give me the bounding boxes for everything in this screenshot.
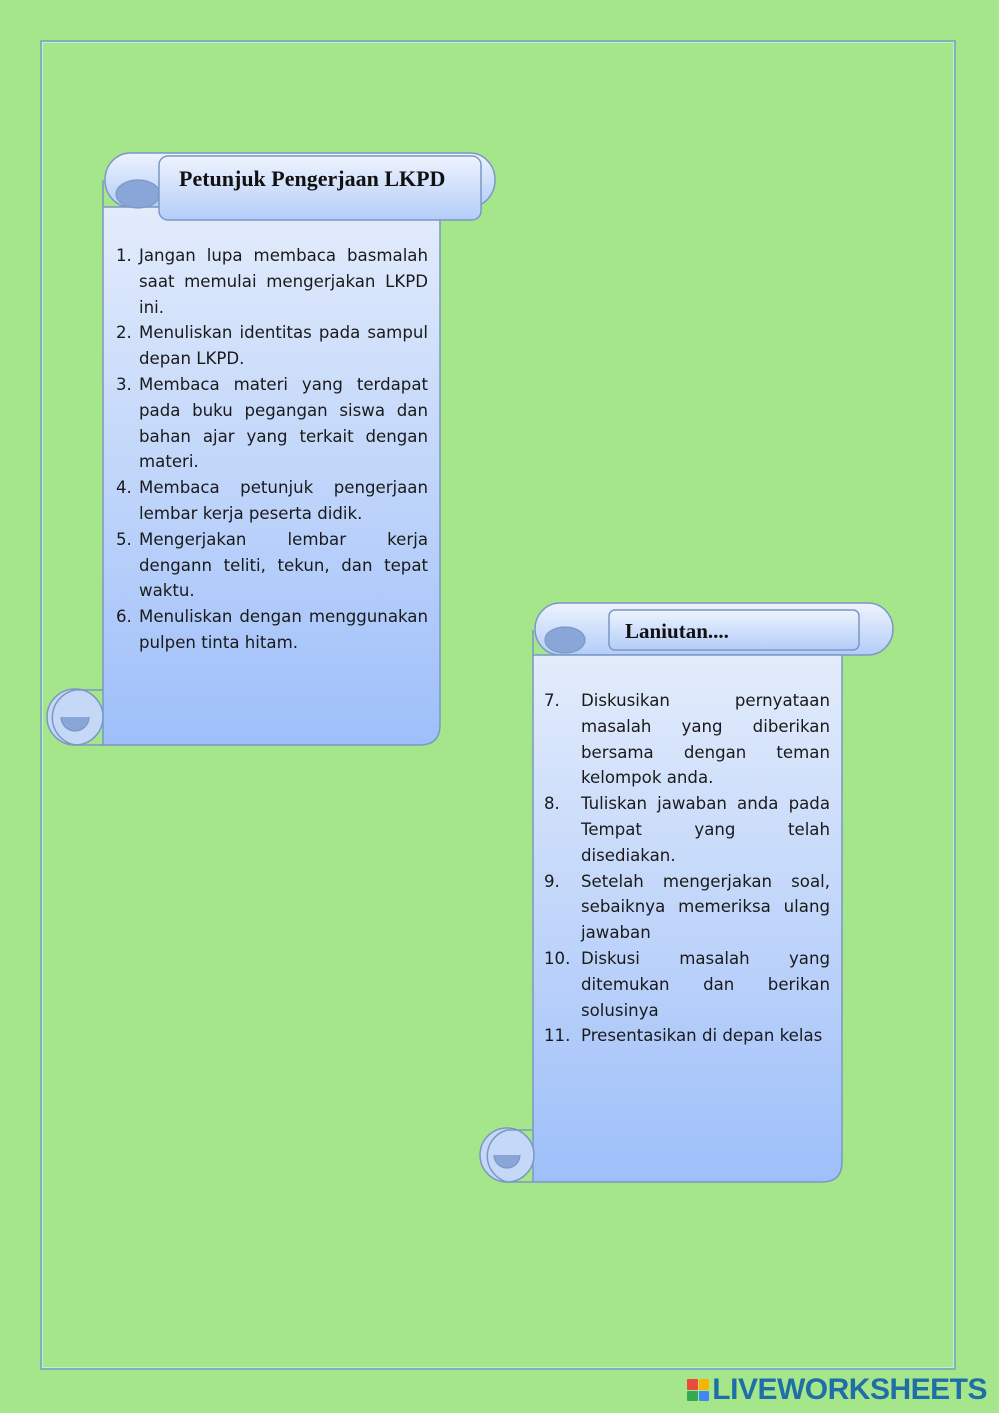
list-item: 10. Diskusi masalah yang ditemukan dan berikan solusinya [544, 948, 830, 1020]
list-item: 6. Menuliskan dengan menggunakan pulpen tinta hitam. [116, 607, 428, 652]
continuation-list [544, 688, 830, 1049]
list-item: 3. Membaca materi yang terdapat pada buku pegangan siswa dan bahan ajar yang terkait dengan materi. [116, 374, 428, 472]
continuation-title: Laniutan.... [625, 619, 729, 643]
instructions-title: Petunjuk Pengerjaan LKPD [179, 166, 446, 191]
list-item: 7. Diskusikan pernyataan masalah yang diberikan bersama dengan teman kelompok anda. [544, 691, 830, 788]
list-item: 1. Jangan lupa membaca basmalah saat memulai mengerjakan LKPD ini. [116, 246, 428, 317]
list-item: 8. Tuliskan jawaban anda pada Tempat yang telah disediakan. [544, 794, 830, 865]
list-item: 9. Setelah mengerjakan soal, sebaiknya memeriksa ulang jawaban [544, 871, 830, 943]
brand-text: LIVEWORKSHEETS [712, 1373, 987, 1406]
list-item: 5. Mengerjakan lembar kerja dengann teliti, tekun, dan tepat waktu. [116, 529, 428, 601]
liveworksheets-brand[interactable] [687, 1375, 987, 1405]
list-item: 4. Membaca petunjuk pengerjaan lembar kerja peserta didik. [116, 478, 428, 523]
list-item: 2. Menuliskan identitas pada sampul depan LKPD. [116, 323, 428, 369]
list-item: 11. Presentasikan di depan kelas [544, 1026, 823, 1046]
liveworksheets-logo-icon [687, 1379, 709, 1401]
